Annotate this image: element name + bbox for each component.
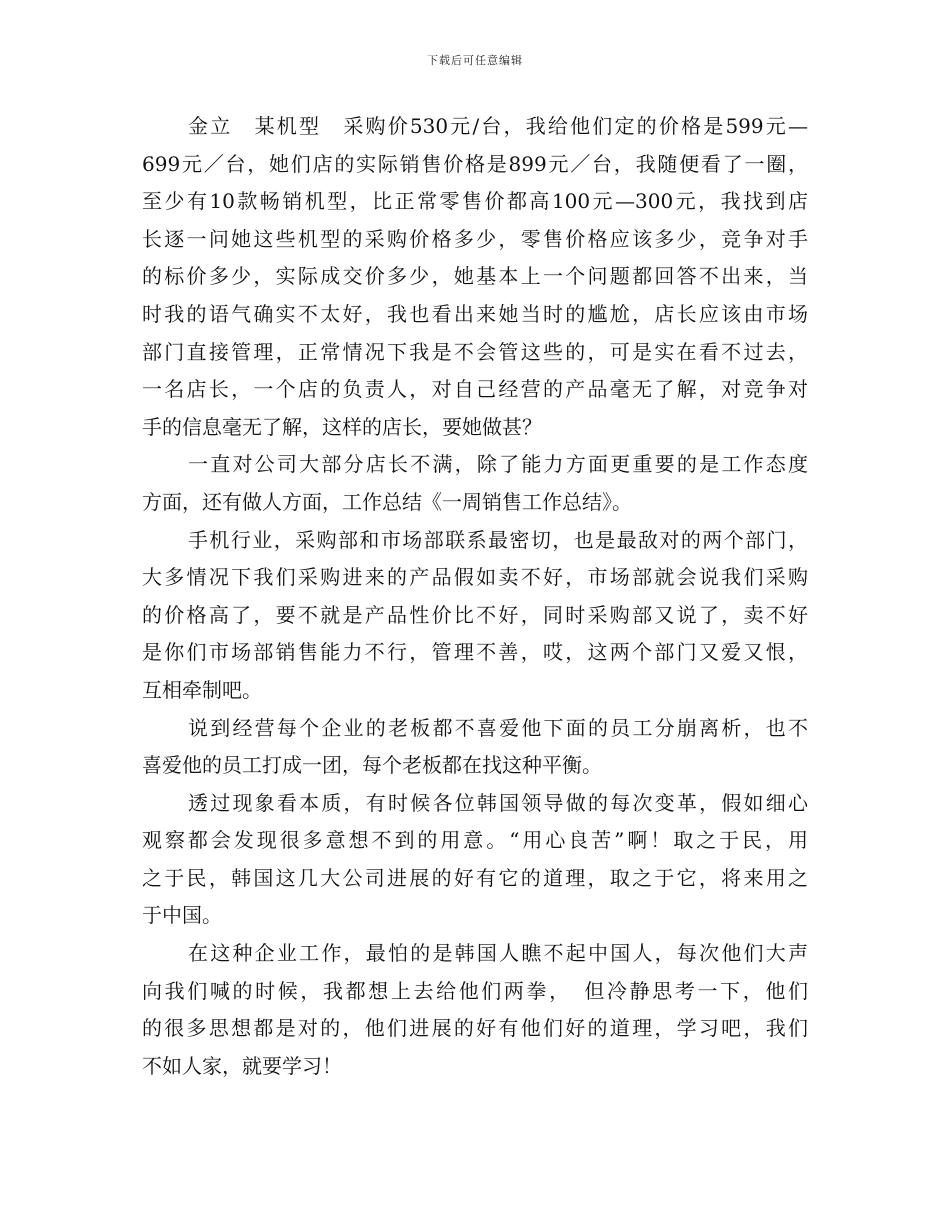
page-header-note: 下载后可任意编辑: [427, 54, 523, 67]
text-line: 在这种企业工作，最怕的是韩国人瞧不起中国人，每次他们大声: [188, 941, 808, 966]
text-line: 的标价多少，实际成交价多少，她基本上一个问题都回答不出来，当: [142, 264, 808, 289]
text-line: 至少有10款畅销机型，比正常零售价都高100元—300元，我找到店: [142, 189, 808, 214]
text-line: 一直对公司大部分店长不满，除了能力方面更重要的是工作态度: [188, 452, 808, 477]
paragraph-4: [142, 710, 808, 785]
text-line: 时我的语气确实不太好，我也看出来她当时的尴尬，店长应该由市场: [142, 301, 808, 326]
paragraph-6: [142, 935, 808, 1085]
text-line: 的很多思想都是对的，他们进展的好有他们好的道理，学习吧，我们: [142, 1016, 808, 1041]
paragraph-3: [142, 522, 808, 710]
text-line: 说到经营每个企业的老板都不喜爱他下面的员工分崩离析，也不: [188, 715, 808, 740]
document-body: [142, 108, 808, 1085]
text-line: 观察都会发现很多意想不到的用意。“用心良苦”啊！取之于民，用: [142, 828, 808, 853]
text-line: 的价格高了，要不就是产品性价比不好，同时采购部又说了，卖不好: [142, 602, 808, 627]
text-line: 之于民，韩国这几大公司进展的好有它的道理，取之于它，将来用之: [142, 865, 808, 890]
text-line: 手机行业，采购部和市场部联系最密切，也是最敌对的两个部门，: [188, 527, 808, 552]
text-line: 向我们喊的时候，我都想上去给他们两拳， 但冷静思考一下，他们: [142, 978, 808, 1003]
text-line: 方面，还有做人方面，工作总结《一周销售工作总结》。: [142, 489, 632, 514]
paragraph-2: [142, 446, 808, 521]
text-line: 大多情况下我们采购进来的产品假如卖不好，市场部就会说我们采购: [142, 565, 808, 590]
paragraph-1: [142, 108, 808, 446]
text-line: 透过现象看本质，有时候各位韩国领导做的每次变革，假如细心: [188, 790, 808, 815]
text-line: 金立 某机型 采购价530元/台，我给他们定的价格是599元—: [188, 114, 808, 138]
text-line: 长逐一问她这些机型的采购价格多少，零售价格应该多少，竞争对手: [142, 226, 808, 251]
text-line: 不如人家，就要学习！: [142, 1053, 342, 1078]
paragraph-5: [142, 785, 808, 935]
text-line: 部门直接管理，正常情况下我是不会管这些的，可是实在看不过去，: [142, 339, 808, 364]
text-line: 一名店长，一个店的负责人，对自己经营的产品毫无了解，对竞争对: [142, 377, 808, 402]
text-line: 喜爱他的员工打成一团，每个老板都在找这种平衡。: [142, 753, 602, 778]
text-line: 是你们市场部销售能力不行，管理不善，哎，这两个部门又爱又恨，: [142, 640, 808, 665]
text-line: 互相牵制吧。: [142, 677, 262, 702]
text-line: 于中国。: [142, 903, 222, 928]
text-line: 699元／台，她们店的实际销售价格是899元／台，我随便看了一圈，: [142, 151, 808, 176]
text-line: 手的信息毫无了解，这样的店长，要她做甚？: [142, 414, 542, 439]
